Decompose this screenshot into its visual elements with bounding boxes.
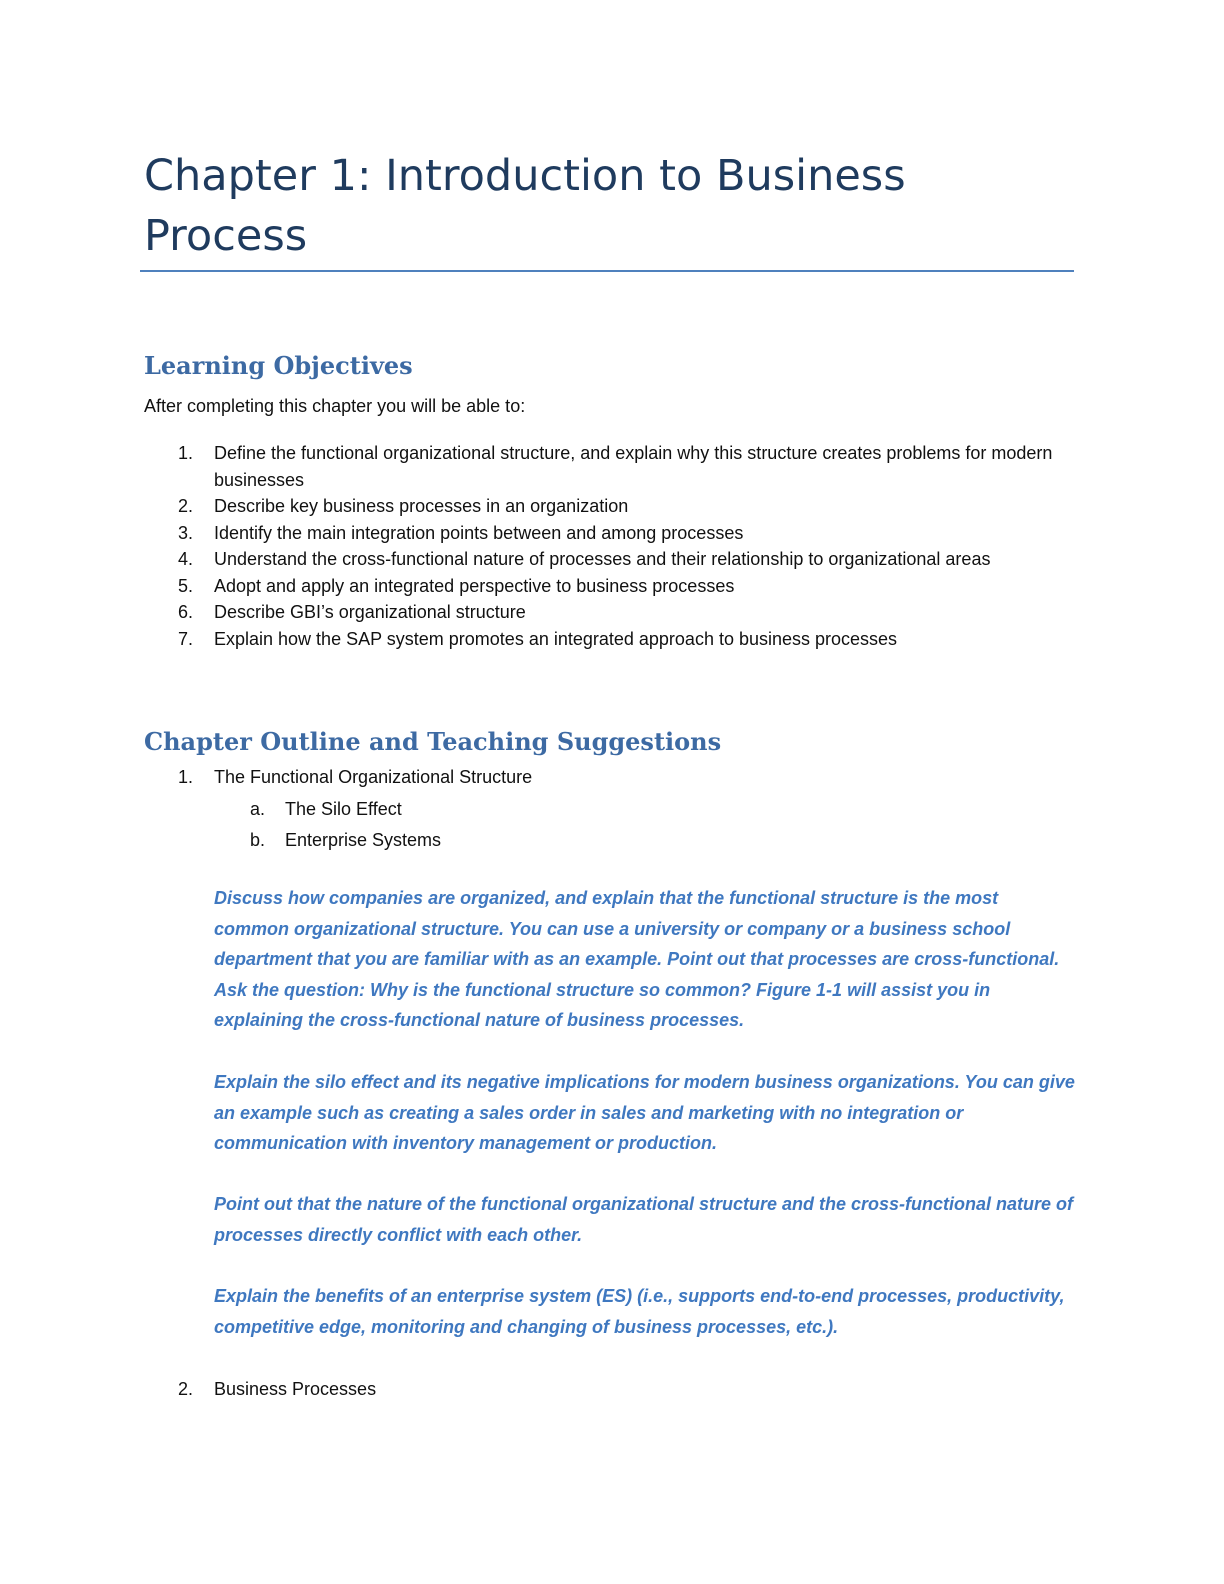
sublist-item <box>248 794 441 825</box>
list-item <box>144 440 1064 493</box>
sublist-text: Enterprise Systems <box>285 830 442 850</box>
list-text: Describe key business processes in an organization <box>214 496 629 516</box>
chapter-title: Chapter 1: Introduction to Business Process <box>144 151 906 261</box>
list-text: Adopt and apply an integrated perspective to business processes <box>214 575 735 596</box>
list-text: Define the functional organizational structure, and explain why this structure creates problems for modern businesses <box>214 443 1053 490</box>
list-number: 7. <box>178 628 194 649</box>
list-text: Describe GBI’s organizational structure <box>214 602 526 622</box>
list-number: 2. <box>178 496 194 516</box>
list-text: Explain how the SAP system promotes an integrated approach to business processes <box>214 628 898 649</box>
teaching-note: Explain the benefits of an enterprise system (ES) (i.e., supports end-to-end processes, productivity, competitive edge, monitoring and changing of business processes, etc.). <box>214 1286 1065 1337</box>
list-item <box>144 546 1064 573</box>
outline-item-2 <box>144 1376 1064 1402</box>
title-underline <box>140 270 1074 272</box>
list-number: 1. <box>178 767 194 787</box>
list-item <box>144 764 1064 790</box>
teaching-note: Discuss how companies are organized, and explain that the functional structure is the most common organizational structure. You can use a university or company or a business school department that you are familiar with as an example. Point out that processes are cross-functional. Ask the question: Why is the functional structure so common? Figure 1-1 will assist you in explaining the cross-functional nature of business processes. <box>214 888 1060 1031</box>
list-number: 4. <box>178 549 194 569</box>
list-item <box>144 573 1064 600</box>
list-number: 5. <box>178 575 194 596</box>
learning-objectives-heading: Learning Objectives <box>144 351 413 380</box>
sublist-letter: a. <box>250 799 266 819</box>
list-text: Understand the cross-functional nature of processes and their relationship to organizational areas <box>214 549 991 569</box>
list-text: The Functional Organizational Structure <box>214 767 533 787</box>
sublist-text: The Silo Effect <box>285 799 402 819</box>
list-number: 6. <box>178 602 194 622</box>
list-item <box>144 1376 1064 1402</box>
outline-sublist <box>248 794 441 856</box>
teaching-note: Explain the silo effect and its negative implications for modern business organizations. You can give an example such as creating a sales order in sales and marketing with no integration or communication with inventory management or production. <box>214 1072 1075 1154</box>
list-number: 1. <box>178 443 194 463</box>
sublist-letter: b. <box>250 830 266 850</box>
sublist-item <box>248 825 441 856</box>
objectives-intro: After completing this chapter you will be able to: <box>144 396 526 416</box>
list-item <box>144 626 1064 653</box>
list-number: 2. <box>178 1379 194 1399</box>
list-text: Business Processes <box>214 1379 377 1399</box>
list-item <box>144 520 1064 547</box>
list-item <box>144 599 1064 626</box>
objectives-list <box>144 440 1064 652</box>
list-item <box>144 493 1064 520</box>
outline-item-1 <box>144 764 1064 790</box>
teaching-note: Point out that the nature of the functional organizational structure and the cross-functional nature of processes directly conflict with each other. <box>214 1194 1074 1245</box>
list-number: 3. <box>178 522 194 543</box>
chapter-outline-heading: Chapter Outline and Teaching Suggestions <box>144 727 722 756</box>
list-text: Identify the main integration points between and among processes <box>214 522 744 543</box>
